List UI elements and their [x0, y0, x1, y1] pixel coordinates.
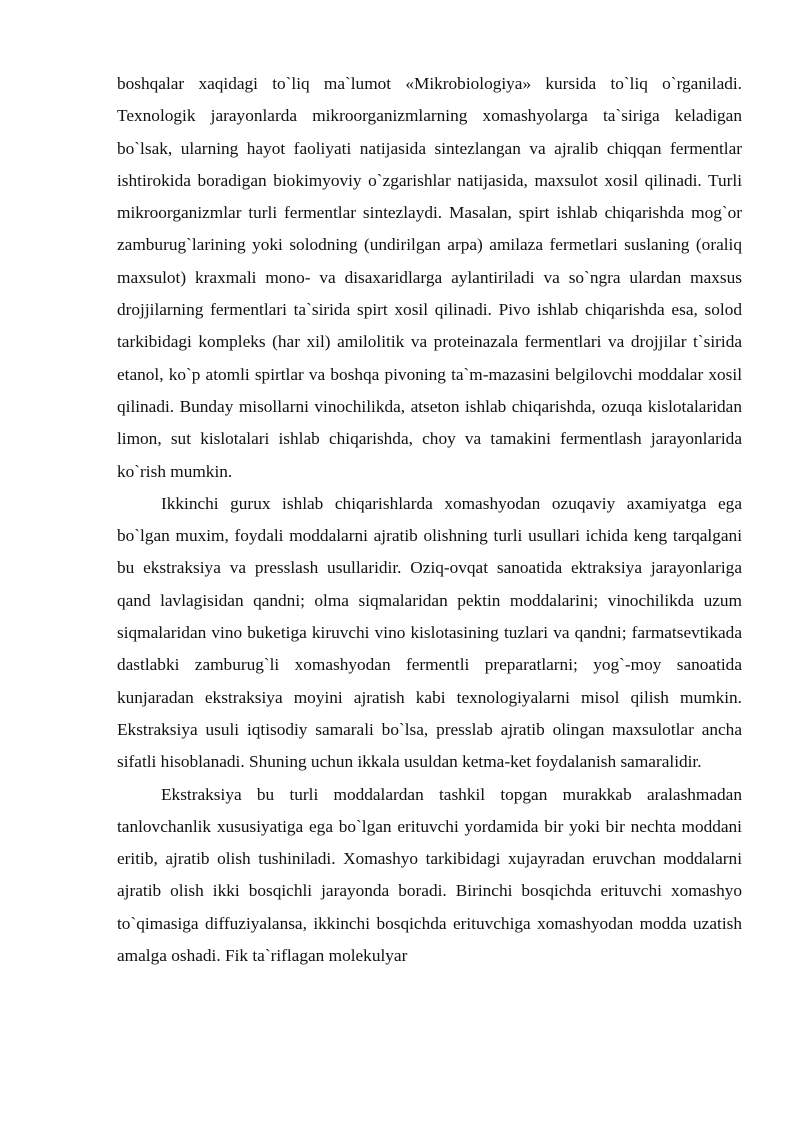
paragraph-continuation: boshqalar xaqidagi to`liq ma`lumot «Mikrobiologiya» kursida to`liq o`rganiladi. Texnologik jarayonlarda mikroorganizmlarning xomashyolarga ta`siriga keladigan bo`lsak, ularning hayot faoliyati natijasida sintezlangan va ajralib chiqqan fermentlar ishtirokida boradigan biokimyoviy o`zgarishlar natijasida, maxsulot xosil qilinadi. Turli mikroorganizmlar turli fermentlar sintezlaydi. Masalan, spirt ishlab chiqarishda mog`or zamburug`larining yoki solodning (undirilgan arpa) amilaza fermetlari suslaning (oraliq maxsulot) kraxmali mono- va disaxaridlarga aylantiriladi va so`ngra ulardan maxsus drojjilarning fermentlari ta`sirida spirt xosil qilinadi. Pivo ishlab chiqarishda esa, solod tarkibidagi kompleks (har xil) amilolitik va proteinazala fermentlari va drojjilar t`sirida etanol, ko`p atomli spirtlar va boshqa pivoning ta`m-mazasini belgilovchi moddalar xosil qilinadi. Bunday misollarni vinochilikda, atseton ishlab chiqarishda, ozuqa kislotalaridan limon, sut kislotalari ishlab chiqarishda, choy va tamakini fermentlash jarayonlarida ko`rish mumkin.	[117, 74, 742, 481]
document-page	[117, 68, 742, 972]
paragraph-second-group: Ikkinchi gurux ishlab chiqarishlarda xomashyodan ozuqaviy axamiyatga ega bo`lgan muxim, foydali moddalarni ajratib olishning turli usullari ichida keng tarqalgani bu ekstraksiya va presslash usullaridir. Oziq-ovqat sanoatida ektraksiya jarayonlariga qand lavlagisidan qandni; olma siqmalaridan pektin moddalarini; vinochilikda uzum siqmalaridan vino buketiga kiruvchi vino kislotasining tuzlari va qandni; farmatsevtikada dastlabki zamburug`li xomashyodan fermentli preparatlarni; yog`-moy sanoatida kunjaradan ekstraksiya moyini ajratish kabi texnologiyalarni misol qilish mumkin. Ekstraksiya usuli iqtisodiy samarali bo`lsa, presslab ajratib olingan maxsulotlar ancha sifatli hisoblanadi. Shuning uchun ikkala usuldan ketma-ket foydalanish samaralidir.	[117, 493, 742, 772]
paragraph-extraction: Ekstraksiya bu turli moddalardan tashkil topgan murakkab aralashmadan tanlovchanlik xususiyatiga ega bo`lgan erituvchi yordamida bir yoki bir nechta moddani eritib, ajratib olish tushiniladi. Xomashyo tarkibidagi xujayradan eruvchan moddalarni ajratib olish ikki bosqichli jarayonda boradi. Birinchi bosqichda erituvchi xomashyo to`qimasiga diffuziyalansa, ikkinchi bosqichda erituvchiga xomashyodan modda uzatish amalga oshadi. Fik ta`riflagan molekulyar	[117, 784, 742, 966]
